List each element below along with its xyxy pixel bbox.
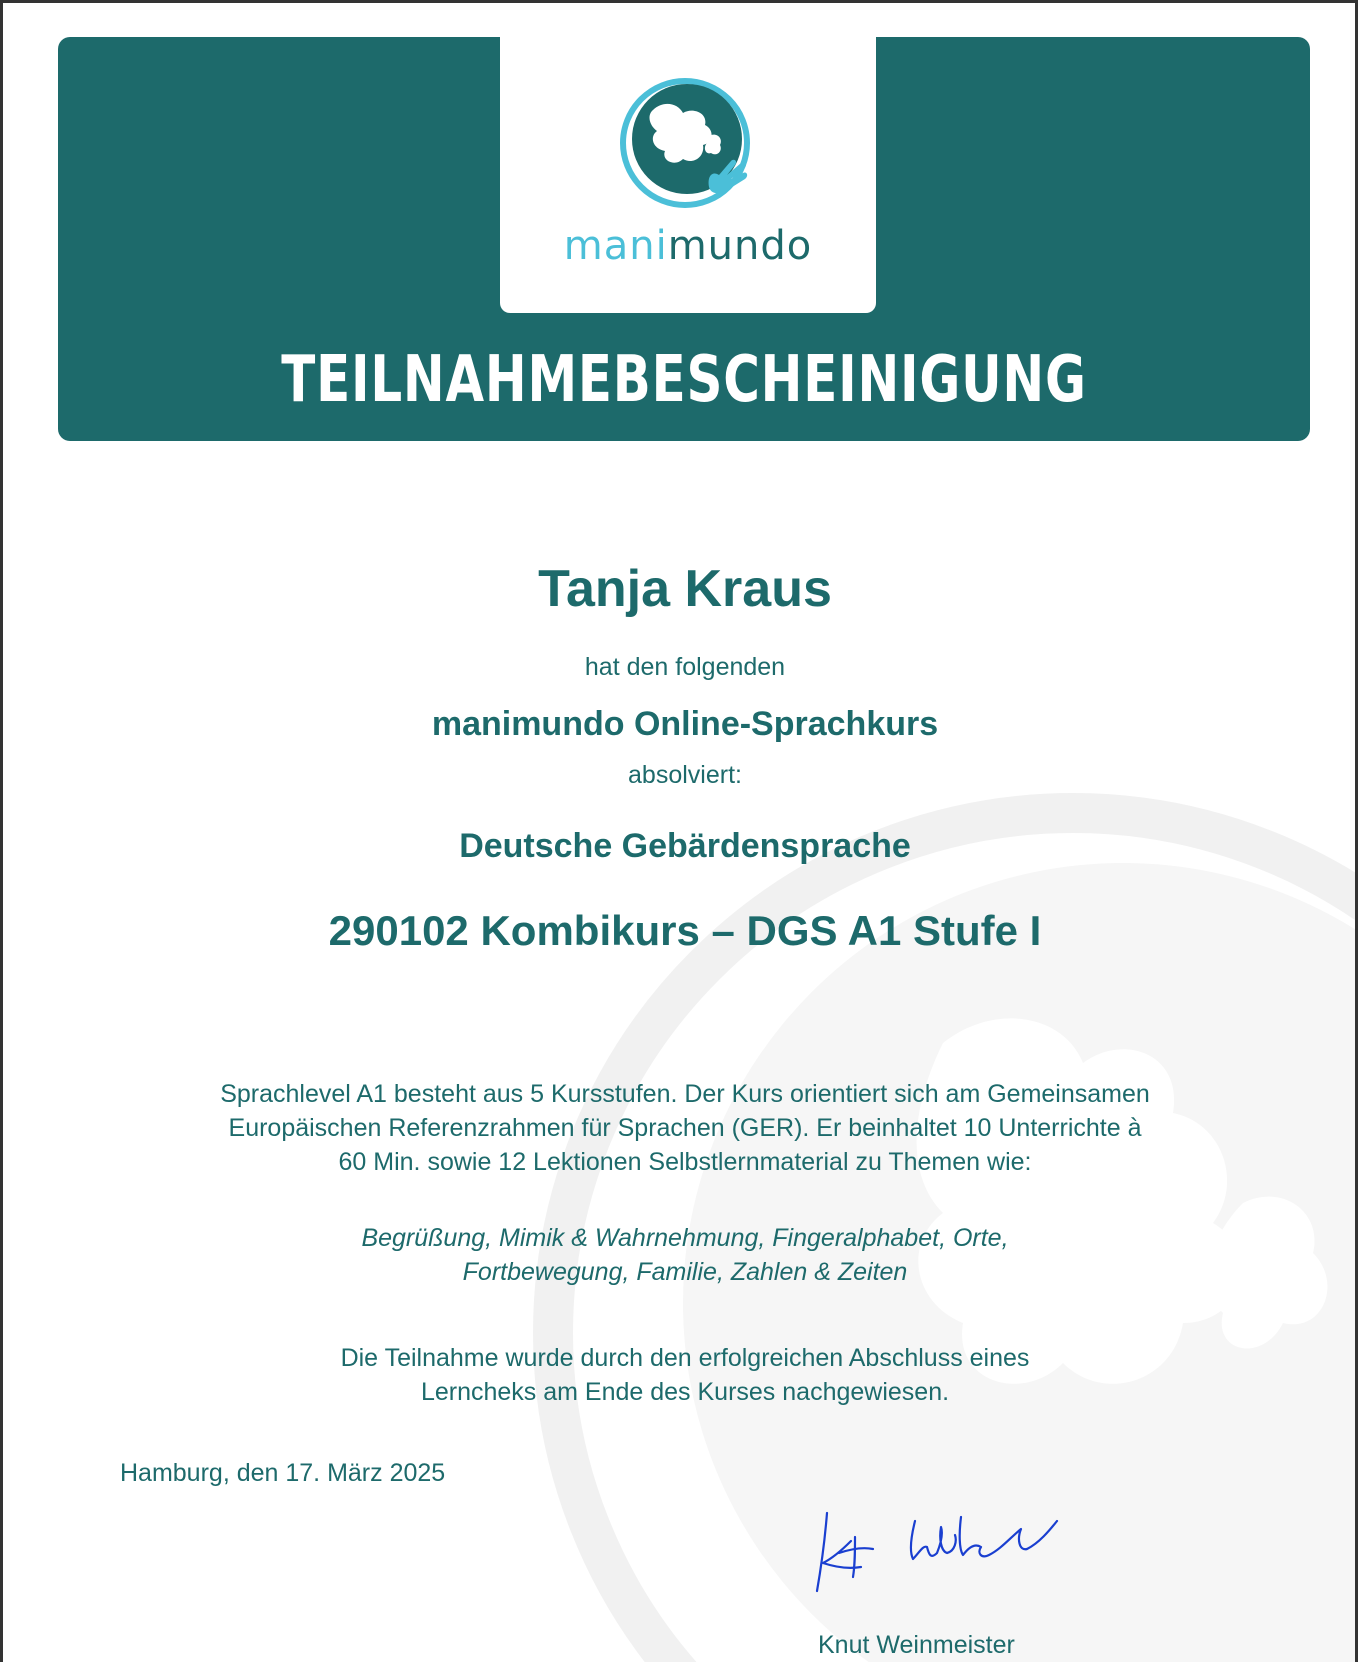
- description-line: Europäischen Referenzrahmen für Sprachen (GER). Er beinhaltet 10 Unterrichte à: [228, 1114, 1142, 1142]
- course-description: [3, 1077, 1358, 1179]
- description-line: 60 Min. sowie 12 Lektionen Selbstlernmaterial zu Themen wie:: [338, 1148, 1032, 1176]
- course-language: Deutsche Gebärdensprache: [459, 827, 911, 865]
- logo-wordmark-part1: mani: [563, 223, 668, 269]
- completion-line: Die Teilnahme wurde durch den erfolgreichen Abschluss eines: [340, 1344, 1030, 1372]
- signer-name: Knut Weinmeister: [818, 1631, 1015, 1659]
- description-line: Sprachlevel A1 besteht aus 5 Kursstufen. Der Kurs orientiert sich am Gemeinsamen: [220, 1080, 1150, 1108]
- topics-line: Fortbewegung, Familie, Zahlen & Zeiten: [462, 1258, 908, 1286]
- topics-line: Begrüßung, Mimik & Wahrnehmung, Fingeralphabet, Orte,: [361, 1224, 1009, 1252]
- course-name: 290102 Kombikurs – DGS A1 Stufe I: [328, 907, 1042, 954]
- course-type: manimundo Online-Sprachkurs: [431, 705, 939, 743]
- signature-image: [805, 1493, 1075, 1603]
- completion-note: [3, 1341, 1358, 1409]
- certificate-title: TEILNAHMEBESCHEINIGUNG: [281, 343, 1087, 417]
- completed-text: absolviert:: [628, 761, 742, 789]
- logo-wordmark: [500, 223, 876, 269]
- course-topics: [3, 1221, 1358, 1289]
- header-banner: [58, 37, 1310, 441]
- place-date: Hamburg, den 17. März 2025: [120, 1459, 446, 1487]
- completion-line: Lerncheks am Ende des Kurses nachgewiesen.: [420, 1378, 950, 1406]
- logo-box: [500, 37, 876, 313]
- globe-hand-logo-icon: [613, 75, 763, 215]
- participant-name: Tanja Kraus: [538, 560, 832, 618]
- intro-text: hat den folgenden: [584, 653, 786, 681]
- logo-wordmark-part2: mundo: [667, 223, 813, 269]
